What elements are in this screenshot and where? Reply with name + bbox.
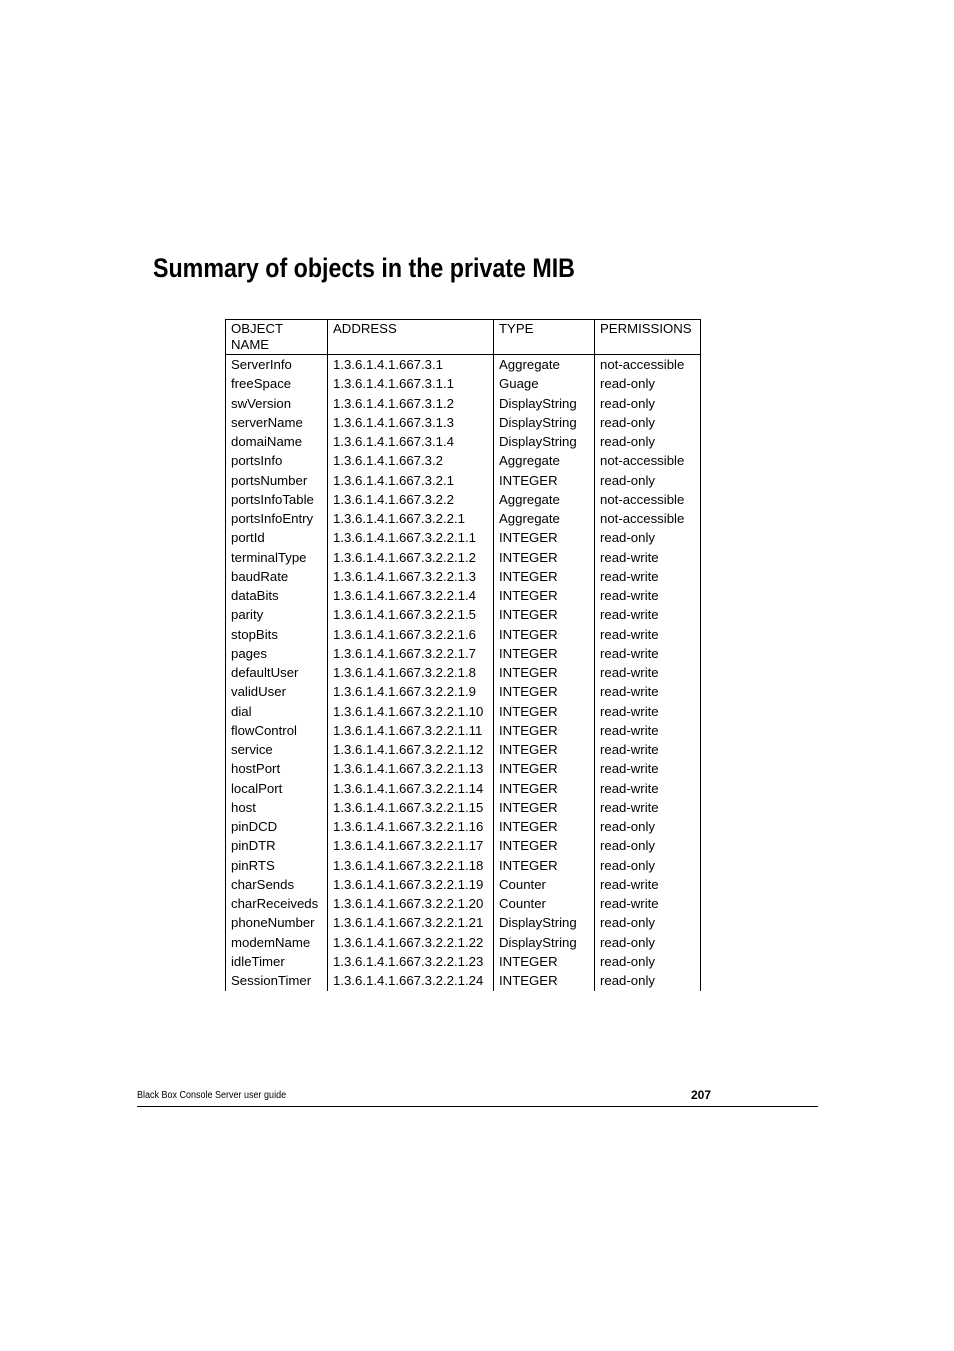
- permissions-cell: read-write: [595, 606, 701, 625]
- table-row: [226, 780, 701, 799]
- permissions-cell: read-write: [595, 722, 701, 741]
- address-cell: 1.3.6.1.4.1.667.3.2.2.1.3: [328, 568, 494, 587]
- permissions-cell: read-write: [595, 780, 701, 799]
- object-name-cell: dataBits: [226, 587, 328, 606]
- table-row: [226, 799, 701, 818]
- table-row: [226, 703, 701, 722]
- address-cell: 1.3.6.1.4.1.667.3.2.2.1.15: [328, 799, 494, 818]
- address-cell: 1.3.6.1.4.1.667.3.2.2.1.21: [328, 914, 494, 933]
- type-cell: DisplayString: [494, 414, 595, 433]
- table-row: [226, 491, 701, 510]
- table-row: [226, 529, 701, 548]
- table-row: [226, 452, 701, 471]
- type-cell: Aggregate: [494, 452, 595, 471]
- address-cell: 1.3.6.1.4.1.667.3.2.2.1.5: [328, 606, 494, 625]
- type-cell: INTEGER: [494, 953, 595, 972]
- type-cell: Counter: [494, 895, 595, 914]
- address-cell: 1.3.6.1.4.1.667.3.2.2.1.11: [328, 722, 494, 741]
- type-cell: INTEGER: [494, 722, 595, 741]
- type-cell: Counter: [494, 876, 595, 895]
- object-name-cell: defaultUser: [226, 664, 328, 683]
- table-row: [226, 510, 701, 529]
- address-cell: 1.3.6.1.4.1.667.3.2.2.1.6: [328, 626, 494, 645]
- address-cell: 1.3.6.1.4.1.667.3.1.3: [328, 414, 494, 433]
- permissions-cell: read-write: [595, 895, 701, 914]
- object-name-cell: host: [226, 799, 328, 818]
- address-cell: 1.3.6.1.4.1.667.3.2.2.1.2: [328, 549, 494, 568]
- table-row: [226, 953, 701, 972]
- object-name-cell: hostPort: [226, 760, 328, 779]
- table-header-row: [226, 320, 701, 355]
- object-name-cell: terminalType: [226, 549, 328, 568]
- type-cell: INTEGER: [494, 683, 595, 702]
- type-cell: DisplayString: [494, 934, 595, 953]
- header-object-name-line-1: OBJECT: [231, 321, 284, 336]
- table-row: [226, 683, 701, 702]
- address-cell: 1.3.6.1.4.1.667.3.2.2.1.1: [328, 529, 494, 548]
- address-cell: 1.3.6.1.4.1.667.3.2.2.1.17: [328, 837, 494, 856]
- table-row: [226, 857, 701, 876]
- table-row: [226, 914, 701, 933]
- table-row: [226, 818, 701, 837]
- permissions-cell: read-only: [595, 953, 701, 972]
- type-cell: INTEGER: [494, 568, 595, 587]
- table-row: [226, 895, 701, 914]
- object-name-cell: validUser: [226, 683, 328, 702]
- table-row: [226, 472, 701, 491]
- table-row: [226, 664, 701, 683]
- page-number: 207: [691, 1088, 712, 1102]
- object-name-cell: modemName: [226, 934, 328, 953]
- type-cell: INTEGER: [494, 606, 595, 625]
- type-cell: Aggregate: [494, 491, 595, 510]
- object-name-cell: SessionTimer: [226, 972, 328, 991]
- address-cell: 1.3.6.1.4.1.667.3.2: [328, 452, 494, 471]
- permissions-cell: read-only: [595, 914, 701, 933]
- address-cell: 1.3.6.1.4.1.667.3.2.2.1.12: [328, 741, 494, 760]
- permissions-cell: read-write: [595, 876, 701, 895]
- mib-objects-table: [225, 319, 701, 991]
- footer-divider: [137, 1106, 818, 1107]
- object-name-cell: pinRTS: [226, 857, 328, 876]
- address-cell: 1.3.6.1.4.1.667.3.2.2.1: [328, 510, 494, 529]
- table-row: [226, 972, 701, 991]
- type-cell: INTEGER: [494, 472, 595, 491]
- type-cell: INTEGER: [494, 549, 595, 568]
- header-object-name-line-2: NAME: [231, 337, 270, 352]
- address-cell: 1.3.6.1.4.1.667.3.2.2.1.14: [328, 780, 494, 799]
- permissions-cell: read-write: [595, 741, 701, 760]
- address-cell: 1.3.6.1.4.1.667.3.2.2.1.22: [328, 934, 494, 953]
- header-address: ADDRESS: [328, 320, 494, 355]
- object-name-cell: charSends: [226, 876, 328, 895]
- permissions-cell: read-write: [595, 703, 701, 722]
- object-name-cell: serverName: [226, 414, 328, 433]
- table-row: [226, 433, 701, 452]
- permissions-cell: read-only: [595, 414, 701, 433]
- type-cell: INTEGER: [494, 818, 595, 837]
- object-name-cell: freeSpace: [226, 375, 328, 394]
- object-name-cell: portsInfoTable: [226, 491, 328, 510]
- table-body: [226, 355, 701, 992]
- type-cell: INTEGER: [494, 703, 595, 722]
- type-cell: INTEGER: [494, 857, 595, 876]
- permissions-cell: read-write: [595, 664, 701, 683]
- table-row: [226, 837, 701, 856]
- permissions-cell: read-only: [595, 857, 701, 876]
- object-name-cell: localPort: [226, 780, 328, 799]
- footer-guide-title: Black Box Console Server user guide: [137, 1090, 287, 1101]
- address-cell: 1.3.6.1.4.1.667.3.2.2.1.9: [328, 683, 494, 702]
- type-cell: INTEGER: [494, 645, 595, 664]
- permissions-cell: read-only: [595, 934, 701, 953]
- permissions-cell: read-only: [595, 395, 701, 414]
- permissions-cell: read-only: [595, 818, 701, 837]
- table-row: [226, 722, 701, 741]
- address-cell: 1.3.6.1.4.1.667.3.2.2.1.7: [328, 645, 494, 664]
- permissions-cell: read-write: [595, 799, 701, 818]
- table-row: [226, 760, 701, 779]
- object-name-cell: charReceiveds: [226, 895, 328, 914]
- type-cell: DisplayString: [494, 395, 595, 414]
- object-name-cell: portsInfoEntry: [226, 510, 328, 529]
- type-cell: DisplayString: [494, 914, 595, 933]
- object-name-cell: idleTimer: [226, 953, 328, 972]
- type-cell: Aggregate: [494, 355, 595, 376]
- object-name-cell: ServerInfo: [226, 355, 328, 376]
- table-row: [226, 934, 701, 953]
- object-name-cell: portsNumber: [226, 472, 328, 491]
- permissions-cell: read-write: [595, 568, 701, 587]
- table-row: [226, 626, 701, 645]
- object-name-cell: portsInfo: [226, 452, 328, 471]
- address-cell: 1.3.6.1.4.1.667.3.2.1: [328, 472, 494, 491]
- permissions-cell: not-accessible: [595, 452, 701, 471]
- table-row: [226, 375, 701, 394]
- permissions-cell: read-only: [595, 472, 701, 491]
- address-cell: 1.3.6.1.4.1.667.3.1.2: [328, 395, 494, 414]
- type-cell: INTEGER: [494, 837, 595, 856]
- type-cell: Aggregate: [494, 510, 595, 529]
- address-cell: 1.3.6.1.4.1.667.3.1.4: [328, 433, 494, 452]
- table-row: [226, 606, 701, 625]
- object-name-cell: swVersion: [226, 395, 328, 414]
- address-cell: 1.3.6.1.4.1.667.3.2.2.1.19: [328, 876, 494, 895]
- permissions-cell: not-accessible: [595, 355, 701, 376]
- address-cell: 1.3.6.1.4.1.667.3.2.2.1.10: [328, 703, 494, 722]
- type-cell: Guage: [494, 375, 595, 394]
- object-name-cell: pinDTR: [226, 837, 328, 856]
- table-row: [226, 549, 701, 568]
- type-cell: INTEGER: [494, 972, 595, 991]
- object-name-cell: domaiName: [226, 433, 328, 452]
- type-cell: INTEGER: [494, 760, 595, 779]
- type-cell: INTEGER: [494, 741, 595, 760]
- table-row: [226, 414, 701, 433]
- object-name-cell: phoneNumber: [226, 914, 328, 933]
- object-name-cell: stopBits: [226, 626, 328, 645]
- object-name-cell: parity: [226, 606, 328, 625]
- object-name-cell: pinDCD: [226, 818, 328, 837]
- table-row: [226, 741, 701, 760]
- permissions-cell: read-only: [595, 375, 701, 394]
- table-row: [226, 645, 701, 664]
- table-row: [226, 876, 701, 895]
- permissions-cell: read-only: [595, 837, 701, 856]
- address-cell: 1.3.6.1.4.1.667.3.1.1: [328, 375, 494, 394]
- address-cell: 1.3.6.1.4.1.667.3.2.2.1.13: [328, 760, 494, 779]
- permissions-cell: not-accessible: [595, 510, 701, 529]
- type-cell: INTEGER: [494, 664, 595, 683]
- permissions-cell: read-write: [595, 760, 701, 779]
- address-cell: 1.3.6.1.4.1.667.3.2.2.1.18: [328, 857, 494, 876]
- header-object-name: [226, 320, 328, 355]
- object-name-cell: pages: [226, 645, 328, 664]
- permissions-cell: read-only: [595, 433, 701, 452]
- address-cell: 1.3.6.1.4.1.667.3.2.2.1.20: [328, 895, 494, 914]
- permissions-cell: read-write: [595, 626, 701, 645]
- object-name-cell: portId: [226, 529, 328, 548]
- table-row: [226, 395, 701, 414]
- permissions-cell: read-write: [595, 645, 701, 664]
- address-cell: 1.3.6.1.4.1.667.3.2.2.1.4: [328, 587, 494, 606]
- page-title: Summary of objects in the private MIB: [153, 253, 575, 283]
- header-type: TYPE: [494, 320, 595, 355]
- permissions-cell: not-accessible: [595, 491, 701, 510]
- permissions-cell: read-only: [595, 972, 701, 991]
- type-cell: INTEGER: [494, 587, 595, 606]
- address-cell: 1.3.6.1.4.1.667.3.2.2: [328, 491, 494, 510]
- address-cell: 1.3.6.1.4.1.667.3.2.2.1.24: [328, 972, 494, 991]
- address-cell: 1.3.6.1.4.1.667.3.1: [328, 355, 494, 376]
- table-row: [226, 568, 701, 587]
- type-cell: DisplayString: [494, 433, 595, 452]
- address-cell: 1.3.6.1.4.1.667.3.2.2.1.23: [328, 953, 494, 972]
- permissions-cell: read-write: [595, 549, 701, 568]
- object-name-cell: flowControl: [226, 722, 328, 741]
- table-header: [226, 320, 701, 355]
- permissions-cell: read-write: [595, 587, 701, 606]
- header-permissions: PERMISSIONS: [595, 320, 701, 355]
- table-row: [226, 355, 701, 376]
- permissions-cell: read-only: [595, 529, 701, 548]
- address-cell: 1.3.6.1.4.1.667.3.2.2.1.16: [328, 818, 494, 837]
- type-cell: INTEGER: [494, 780, 595, 799]
- permissions-cell: read-write: [595, 683, 701, 702]
- object-name-cell: dial: [226, 703, 328, 722]
- type-cell: INTEGER: [494, 626, 595, 645]
- type-cell: INTEGER: [494, 799, 595, 818]
- object-name-cell: service: [226, 741, 328, 760]
- table-row: [226, 587, 701, 606]
- address-cell: 1.3.6.1.4.1.667.3.2.2.1.8: [328, 664, 494, 683]
- object-name-cell: baudRate: [226, 568, 328, 587]
- type-cell: INTEGER: [494, 529, 595, 548]
